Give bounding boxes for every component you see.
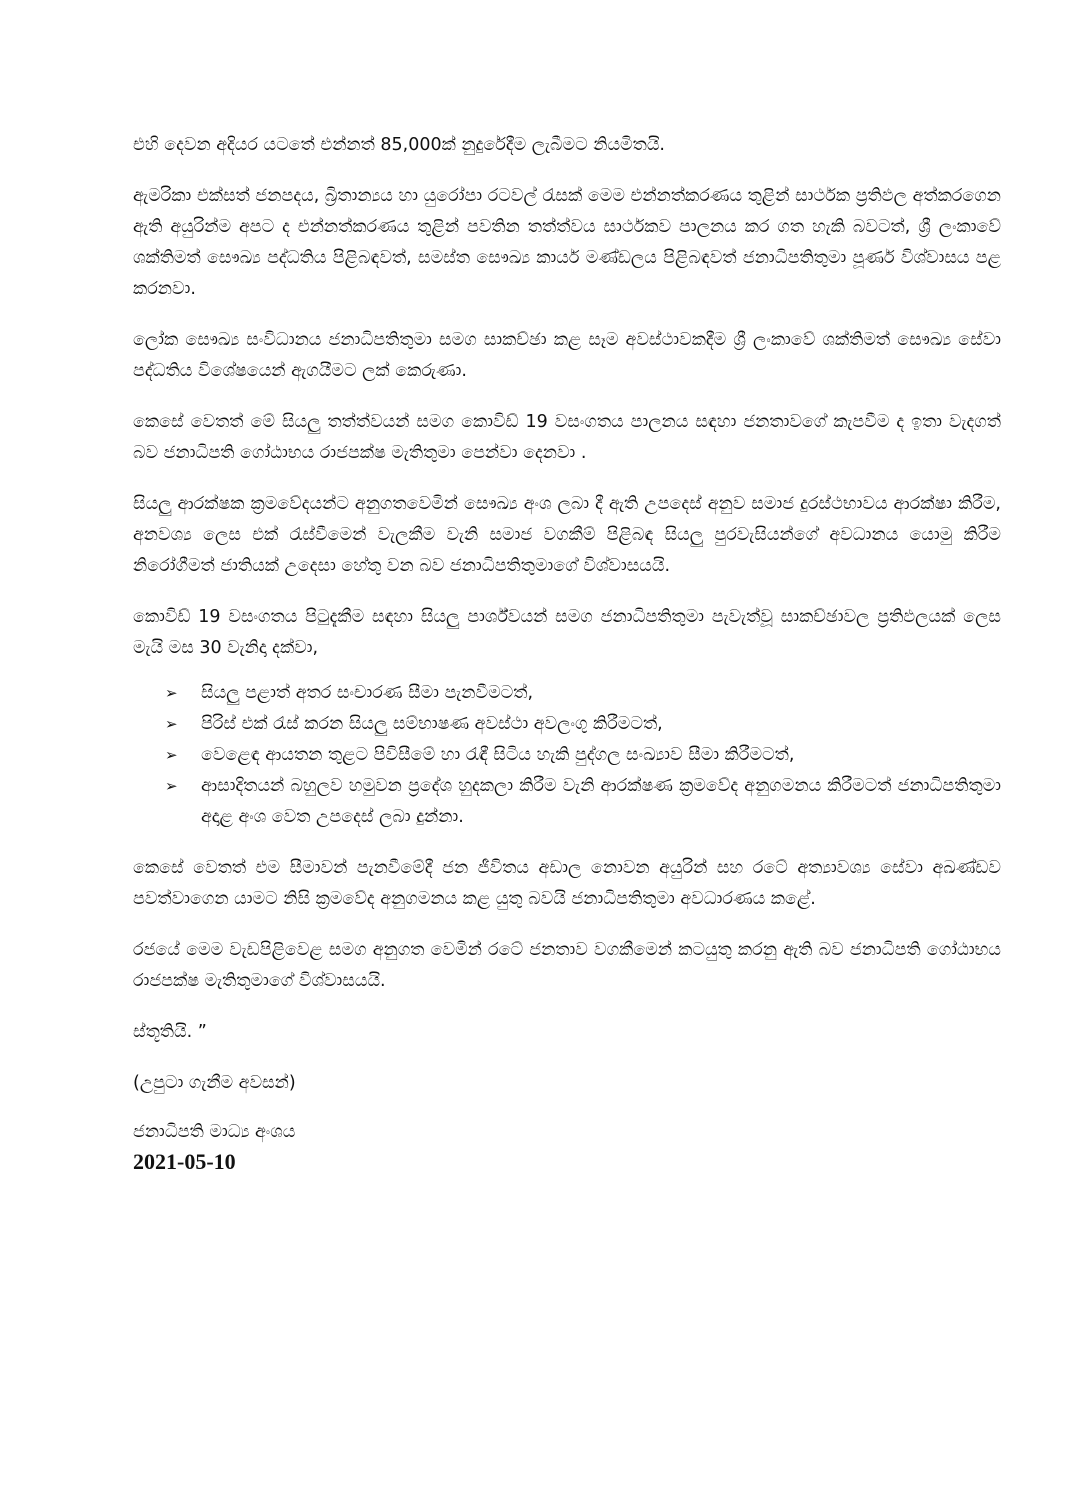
list-item <box>165 771 1001 833</box>
paragraph-public-commitment: කෙසේ වෙතත් මේ සියලු තත්ත්වයන් සමග කොවිඩ් 19 වසංගතය පාලනය සඳහා ජනතාවගේ කැපවීම ද ඉතා වැදගත් බව ජනාධිපති ගෝඨාභය රාජපක්ෂ මැතිතුමා පෙන්වා දෙනවා . <box>133 412 1001 463</box>
closing-thanks: ස්තූතියි. ” <box>133 1022 207 1042</box>
arrow-bullet-icon: ➢ <box>165 684 178 702</box>
paragraph-vaccine-phase: එහි දෙවන අදියර යටතේ එන්නත් 85,000ක් නුදුරේදීම ලැබීමට නියමිතයි. <box>133 135 665 155</box>
list-item <box>165 709 1001 740</box>
list-item-text: පිරිස් එක් රැස් කරන සියලු සම්භාෂණ අවස්ථා අවලංගු කිරීමටත්, <box>201 714 663 734</box>
paragraph-public-responsibility: රජයේ මෙම වැඩපිළිවෙළ සමග අනුගත වෙමින් රටේ ජනතාව වගකීමෙන් කටයුතු කරනු ඇති බව ජනාධිපති ගෝඨාභය රාජපක්ෂ මැතිතුමාගේ විශ්වාසයයි. <box>133 940 1001 991</box>
restrictions-list <box>133 678 1001 833</box>
paragraph-restriction-emphasis: කෙසේ වෙතත් එම සීමාවන් පැනවීමේදී ජන ජීවිතය අඩාල නොවන අයුරින් සහ රටේ අත්‍යාවශ්‍ය සේවා අඛණ්ඩව පවත්වාගෙන යාමට නිසි ක්‍රමවේද අනුගමනය කළ යුතු බවයි ජනාධිපතිතුමා අවධාරණය කළේ. <box>133 858 1001 909</box>
list-item <box>165 678 1001 709</box>
list-item-text: වෙළෙඳ ආයතන තුළට පිවිසීමේ හා රැඳී සිටිය හැකි පුද්ගල සංඛ්‍යාව සීමා කිරීමටත්, <box>201 745 795 765</box>
paragraph-discussion-outcome: කොවිඩ් 19 වසංගතය පිටුදැකීම සඳහා සියලු පාර්ශ්වයන් සමග ජනාධිපතිතුමා පැවැත්වූ සාකච්ඡාවල ප්‍රතිඵලයක් ලෙස මැයි මස 30 වැනිදා දක්වා, <box>133 607 1001 658</box>
arrow-bullet-icon: ➢ <box>165 715 178 733</box>
list-item-text: ආසාදිතයන් බහුලව හමුවන ප්‍රදේශ හුදකලා කිරීම වැනි ආරක්ෂණ ක්‍රමවේද අනුගමනය කිරීමටත් ජනාධිපතිතුමා අදාළ අංශ වෙත උපදෙස් ලබා දුන්නා. <box>201 776 1001 827</box>
issue-date: 2021-05-10 <box>133 1149 236 1174</box>
signature-block <box>133 1117 295 1177</box>
arrow-bullet-icon: ➢ <box>165 777 178 795</box>
quote-end-note: (උපුටා ගැනීම අවසන්) <box>133 1073 296 1093</box>
paragraph-vaccination-confidence: ඇමරිකා එක්සත් ජනපදය, බ්‍රිතාන්‍යය හා යුරෝපා රටවල් රැසක් මෙම එන්නත්කරණය තුළින් සාර්ථක ප්‍රතිඵල අත්කරගෙන ඇති අයුරින්ම අපට ද එන්නත්කරණය තුළින් පවතින තත්ත්වය සාර්ථකව පාලනය කර ගත හැකි බවටත්, ශ්‍රී ලංකාවේ ශක්තිමත් සෞඛ්‍ය පද්ධතිය පිළිබඳවත්, සමස්ත සෞඛ්‍ය කාර්ය මණ්ඩලය පිළිබඳවත් ජනාධිපතිතුමා පූර්ණ විශ්වාසය පළ කරනවා. <box>133 186 1001 299</box>
list-item-text: සියලු පළාත් අතර සංචාරණ සීමා පැනවීමටත්, <box>201 683 534 703</box>
document-body <box>133 130 1001 1119</box>
list-item <box>165 740 1001 771</box>
issuing-office: ජනාධිපති මාධ්‍ය අංශය <box>133 1122 296 1142</box>
paragraph-safety-measures: සියලු ආරක්ෂක ක්‍රමවේදයන්ට අනුගතවෙමින් සෞඛ්‍ය අංශ ලබා දී ඇති උපදෙස් අනුව සමාජ දුරස්ථභාවය ආරක්ෂා කිරීම, අනවශ්‍ය ලෙස එක් රැස්වීමෙන් වැලකීම වැනි සමාජ වගකීම් පිළිබඳ සියලු පුරවැසියන්ගේ අවධානය යොමු කිරීම නිරෝගීමත් ජාතියක් උදෙසා හේතු වන බව ජනාධිපතිතුමාගේ විශ්වාසයයි. <box>133 494 1001 576</box>
paragraph-who-appreciation: ලෝක සෞඛ්‍ය සංවිධානය ජනාධිපතිතුමා සමග සාකච්ඡා කළ සෑම අවස්ථාවකදීම ශ්‍රී ලංකාවේ ශක්තිමත් සෞඛ්‍ය සේවා පද්ධතිය විශේෂයෙන් ඇගයීමට ලක් කෙරුණා. <box>133 330 1001 381</box>
arrow-bullet-icon: ➢ <box>165 746 178 764</box>
